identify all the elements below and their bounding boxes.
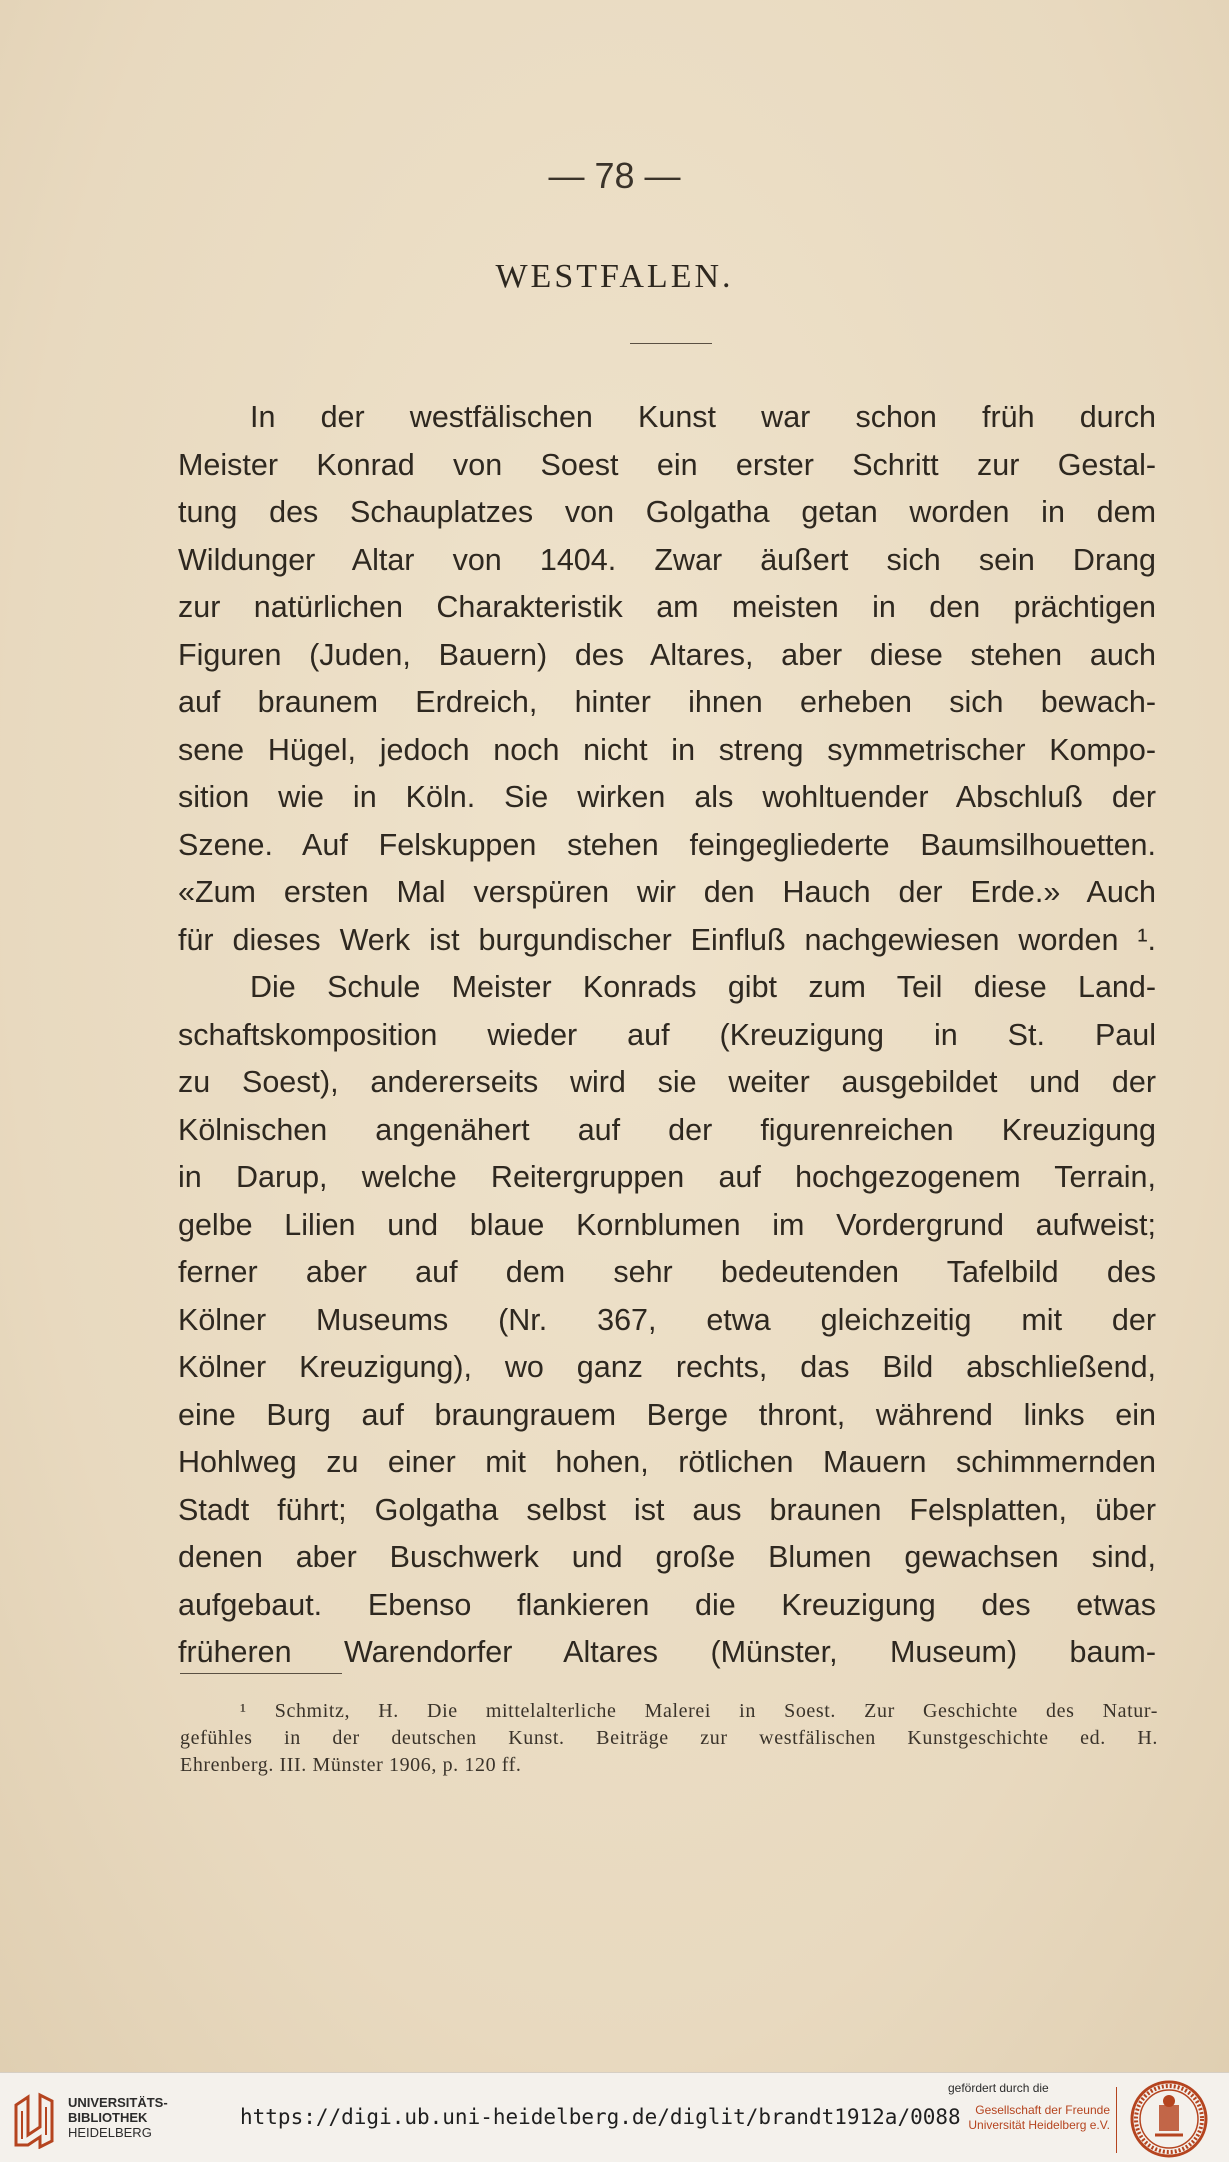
text-line: Hohlweg zu einer mit hohen, rötlichen Mauern schimmernden [178,1445,1156,1479]
footnotes [180,1698,1158,1779]
page-number: — 78 — [548,155,681,196]
chapter-heading: WESTFALEN. [495,258,734,295]
footnote-line: gefühles in der deutschen Kunst. Beiträge zur westfälischen Kunstgeschichte ed. H. [180,1727,1158,1749]
text-line: denen aber Buschwerk und große Blumen gewachsen sind, [178,1540,1156,1574]
permalink-url[interactable]: https://digi.ub.uni-heidelberg.de/diglit/brandt1912a/0088 [240,2105,961,2129]
text-line: für dieses Werk ist burgundischer Einfluß nachgewiesen worden ¹. [178,922,1156,957]
text-line: schaftskomposition wieder auf (Kreuzigung in St. Paul [178,1017,1156,1052]
text-line: eine Burg auf braungrauem Berge thront, während links ein [178,1397,1156,1432]
text-line: Die Schule Meister Konrads gibt zum Teil diese Land- [250,970,1156,1004]
text-line: früheren Warendorfer Altares (Münster, Museum) baum- [178,1635,1156,1669]
text-line: Stadt führt; Golgatha selbst ist aus braunen Felsplatten, über [178,1492,1156,1527]
text-line: sition wie in Köln. Sie wirken als wohltuender Abschluß der [178,780,1156,814]
sponsor-intro: gefördert durch die [948,2081,1049,2095]
text-line: Wildunger Altar von 1404. Zwar äußert sich sein Drang [178,542,1156,577]
sponsor-block [948,2081,1110,2133]
ub-heidelberg-logo-icon [12,2091,56,2149]
text-line: sene Hügel, jedoch noch nicht in streng symmetrischer Kompo- [178,732,1156,767]
library-name-line: HEIDELBERG [68,2125,152,2140]
library-name-line: UNIVERSITÄTS- [68,2095,168,2110]
text-line: zur natürlichen Charakteristik am meisten in den prächtigen [178,590,1156,624]
text-line: Meister Konrad von Soest ein erster Schritt zur Gestal- [178,447,1156,482]
text-line: Figuren (Juden, Bauern) des Altares, aber diese stehen auch [178,637,1156,672]
text-line: «Zum ersten Mal verspüren wir den Hauch der Erde.» Auch [178,875,1156,909]
sponsor-name: Gesellschaft der Freunde [975,2103,1110,2117]
text-line: In der westfälischen Kunst war schon früh durch [250,400,1156,434]
text-line: zu Soest), andererseits wird sie weiter ausgebildet und der [178,1065,1156,1099]
text-line: tung des Schauplatzes von Golgatha getan worden in dem [178,495,1156,529]
text-line: auf braunem Erdreich, hinter ihnen erheben sich bewach- [178,685,1156,719]
text-line: Szene. Auf Felskuppen stehen feingegliederte Baumsilhouetten. [178,827,1156,862]
sponsor-name: Universität Heidelberg e.V. [968,2118,1110,2132]
sponsor-divider [1116,2087,1117,2153]
library-name [68,2095,168,2140]
library-name-line: BIBLIOTHEK [68,2110,148,2125]
text-line: aufgebaut. Ebenso flankieren die Kreuzigung des etwas [178,1587,1156,1622]
text-line: Kölnischen angenähert auf der figurenreichen Kreuzigung [178,1112,1156,1147]
body-text [178,394,1156,1677]
text-line: ferner aber auf dem sehr bedeutenden Tafelbild des [178,1255,1156,1289]
text-line: gelbe Lilien und blaue Kornblumen im Vordergrund aufweist; [178,1207,1156,1242]
footnote-line: ¹ Schmitz, H. Die mittelalterliche Malerei in Soest. Zur Geschichte des Natur- [240,1700,1158,1722]
university-seal-icon [1129,2079,1209,2159]
footer-bar [0,2072,1229,2162]
text-line: Kölner Museums (Nr. 367, etwa gleichzeitig mit der [178,1302,1156,1337]
footnote-line: Ehrenberg. III. Münster 1906, p. 120 ff. [180,1754,522,1776]
footnote-divider [180,1673,342,1674]
heading-divider [630,343,712,344]
text-line: in Darup, welche Reitergruppen auf hochgezogenem Terrain, [178,1160,1156,1194]
text-line: Kölner Kreuzigung), wo ganz rechts, das Bild abschließend, [178,1350,1156,1384]
